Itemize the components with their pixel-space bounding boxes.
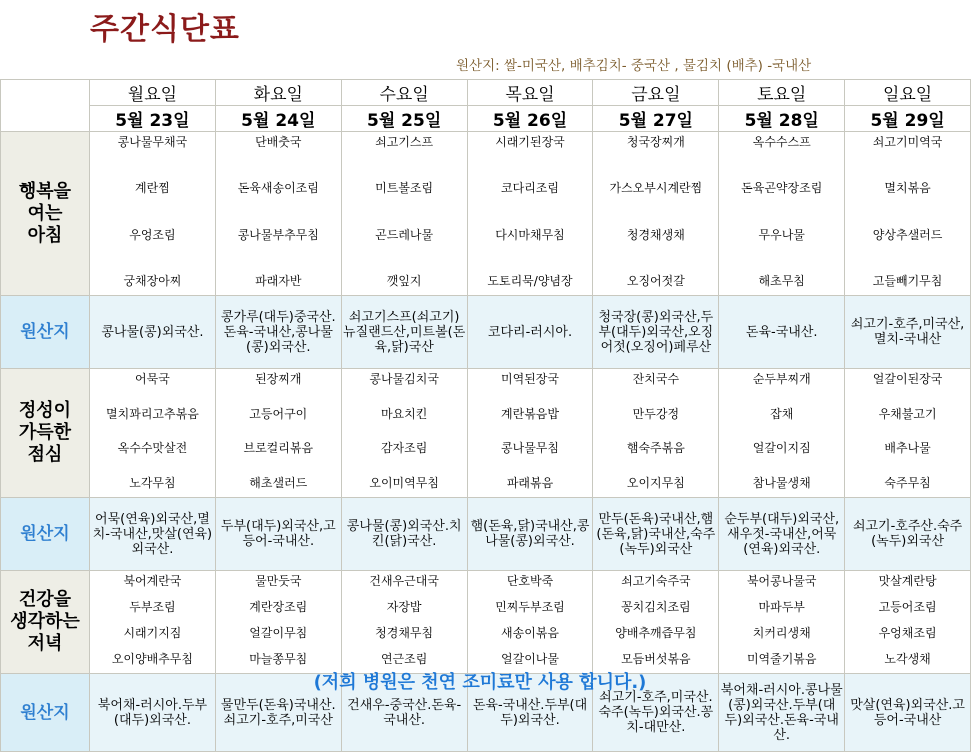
menu-item: 단호박죽 bbox=[506, 574, 554, 588]
menu-item: 청국장찌개 bbox=[626, 135, 685, 149]
menu-item: 쇠고기숙주국 bbox=[621, 574, 691, 588]
lunch-origin-cell bbox=[215, 498, 341, 571]
origin-text: 돈육-국내산.두부(대두)외국산. bbox=[472, 697, 588, 728]
dinner-menu-cell bbox=[845, 571, 971, 674]
lunch-origin-cell bbox=[593, 498, 719, 571]
weekly-menu-table bbox=[0, 79, 971, 752]
menu-item: 노각무침 bbox=[129, 475, 176, 490]
day-of-week-header: 금요일 bbox=[593, 80, 719, 106]
date-header: 5월 24일 bbox=[215, 106, 341, 132]
breakfast-menu-cell bbox=[719, 132, 845, 296]
lunch-menu-cell bbox=[719, 369, 845, 498]
origin-text: 맛살(연육)외국산.고등어-국내산 bbox=[850, 697, 965, 728]
menu-item: 오징어젓갈 bbox=[626, 273, 685, 288]
origin-text: 코다리-러시아. bbox=[487, 324, 573, 340]
menu-item: 북어콩나물국 bbox=[746, 574, 817, 588]
date-header: 5월 26일 bbox=[467, 106, 593, 132]
menu-item: 얼갈이지짐 bbox=[752, 441, 811, 456]
menu-item: 콩나물부추무침 bbox=[237, 227, 319, 242]
lunch-origin-cell bbox=[341, 498, 467, 571]
menu-item: 어묵국 bbox=[135, 372, 170, 386]
lunch-origin-cell bbox=[845, 498, 971, 571]
day-of-week-header: 목요일 bbox=[467, 80, 593, 106]
menu-item: 고등어구이 bbox=[249, 406, 308, 421]
menu-item: 양배추깨즙무침 bbox=[615, 626, 697, 640]
menu-item: 미트볼조림 bbox=[375, 181, 434, 196]
origin-text: 쇠고기-호주,미국산,멸치-국내산 bbox=[850, 317, 965, 347]
menu-item: 쇠고기미역국 bbox=[872, 135, 943, 149]
dinner-menu-cell bbox=[593, 571, 719, 674]
menu-item: 얼갈이된장국 bbox=[872, 372, 943, 386]
menu-item: 연근조림 bbox=[380, 652, 428, 666]
date-header: 5월 25일 bbox=[341, 106, 467, 132]
dinner-origin-label: 원산지 bbox=[1, 674, 90, 752]
menu-item: 배추나물 bbox=[884, 441, 931, 456]
day-of-week-header: 토요일 bbox=[719, 80, 845, 106]
menu-item: 계란장조림 bbox=[249, 600, 308, 614]
origin-text: 만두(돈육)국내산,햄(돈육,닭)국내산,숙주(녹두)외국산 bbox=[596, 511, 716, 557]
menu-item: 민찌두부조림 bbox=[495, 600, 565, 614]
menu-item: 청경채무침 bbox=[375, 626, 434, 640]
natural-seasoning-note: (저희 병원은 천연 조미료만 사용 합니다.) bbox=[313, 672, 647, 693]
origin-text: 청국장(콩)외국산,두부(대두)외국산,오징어젓(오징어)페루산 bbox=[598, 309, 714, 355]
origin-text: 북어채-러시아.콩나물(콩)외국산.두부(대두)외국산.돈육-국내산. bbox=[720, 682, 843, 743]
menu-item: 꽁치김치조림 bbox=[621, 600, 691, 614]
origin-text: 돈육-국내산. bbox=[745, 324, 818, 340]
menu-item: 두부조림 bbox=[129, 600, 176, 614]
menu-item: 콩나물무채국 bbox=[117, 135, 188, 149]
menu-item: 우채불고기 bbox=[878, 406, 937, 421]
breakfast-label: 행복을 여는 아침 bbox=[1, 132, 90, 296]
menu-item: 청경채생채 bbox=[626, 227, 685, 242]
menu-item: 새송이볶음 bbox=[501, 626, 559, 640]
menu-item: 단배춧국 bbox=[255, 135, 302, 149]
menu-item: 우엉조림 bbox=[129, 227, 176, 242]
menu-item: 콩나물김치국 bbox=[369, 372, 439, 386]
dinner-menu-cell bbox=[215, 571, 341, 674]
menu-item: 돈육새송이조림 bbox=[237, 181, 319, 196]
origin-text: 북어채-러시아.두부(대두)외국산. bbox=[97, 697, 208, 728]
origin-text: 콩나물(콩)외국산. bbox=[101, 324, 204, 340]
origin-text: 콩나물(콩)외국산.치킨(닭)국산. bbox=[346, 519, 462, 549]
menu-item: 미역된장국 bbox=[501, 372, 559, 386]
breakfast-menu-cell bbox=[215, 132, 341, 296]
origin-text: 쇠고기-호주산.숙주(녹두)외국산 bbox=[852, 519, 963, 549]
menu-item: 건새우근대국 bbox=[369, 574, 439, 588]
menu-item: 참나물생채 bbox=[752, 475, 811, 490]
lunch-menu-cell bbox=[467, 369, 593, 498]
menu-item: 오이지무침 bbox=[626, 475, 685, 490]
origin-text: 어묵(연육)외국산,멸치-국내산,맛살(연육)외국산. bbox=[92, 511, 213, 557]
breakfast-origin-cell bbox=[593, 296, 719, 369]
lunch-menu-cell bbox=[341, 369, 467, 498]
origin-text: 햄(돈육,닭)국내산,콩나물(콩)외국산. bbox=[470, 519, 590, 549]
menu-item: 멸치꽈리고추볶음 bbox=[106, 406, 199, 421]
menu-item: 오이양배추무침 bbox=[111, 652, 193, 666]
menu-item: 궁채장아찌 bbox=[123, 273, 182, 288]
menu-item: 마요치킨 bbox=[380, 406, 428, 421]
menu-item: 가스오부시계란찜 bbox=[609, 181, 703, 196]
breakfast-origin-cell bbox=[467, 296, 593, 369]
menu-item: 모듬버섯볶음 bbox=[621, 652, 691, 666]
origin-text: 콩가루(대두)중국산.돈육-국내산,콩나물(콩)외국산. bbox=[220, 309, 336, 355]
menu-item: 얼갈이무침 bbox=[249, 626, 308, 640]
menu-item: 미역줄기볶음 bbox=[746, 652, 817, 666]
menu-item: 우엉채조림 bbox=[878, 626, 937, 640]
menu-item: 곤드레나물 bbox=[375, 227, 434, 242]
menu-item: 물만둣국 bbox=[255, 574, 302, 588]
day-of-week-header: 화요일 bbox=[215, 80, 341, 106]
menu-item: 다시마채무침 bbox=[495, 227, 565, 242]
menu-item: 양상추샐러드 bbox=[872, 227, 943, 242]
breakfast-origin-cell bbox=[90, 296, 216, 369]
lunch-origin-label: 원산지 bbox=[1, 498, 90, 571]
day-of-week-header: 월요일 bbox=[90, 80, 216, 106]
lunch-menu-cell bbox=[215, 369, 341, 498]
rice-kimchi-origin-note: 원산지: 쌀-미국산, 배추김치- 중국산 , 물김치 (배추) -국내산 bbox=[456, 58, 812, 74]
menu-item: 잔치국수 bbox=[632, 372, 680, 386]
menu-item: 잡채 bbox=[770, 406, 794, 421]
menu-item: 콩나물무침 bbox=[501, 441, 559, 456]
origin-text: 건새우-중국산.돈육-국내산. bbox=[347, 697, 462, 728]
origin-text: 물만두(돈육)국내산.쇠고기-호주,미국산 bbox=[220, 697, 336, 728]
day-of-week-header: 일요일 bbox=[845, 80, 971, 106]
origin-text: 두부(대두)외국산,고등어-국내산. bbox=[220, 519, 336, 549]
lunch-origin-cell bbox=[90, 498, 216, 571]
menu-item: 숙주무침 bbox=[884, 475, 931, 490]
breakfast-origin-cell bbox=[341, 296, 467, 369]
menu-item: 옥수수맛살전 bbox=[117, 441, 188, 456]
menu-item: 계란찜 bbox=[135, 181, 170, 196]
origin-text: 쇠고기-호주,미국산.숙주(녹두)외국산.꽁치-대만산. bbox=[598, 690, 714, 735]
origin-text: 순두부(대두)외국산,새우젓-국내산,어묵(연육)외국산. bbox=[724, 511, 840, 557]
dinner-menu-cell bbox=[719, 571, 845, 674]
lunch-origin-cell bbox=[719, 498, 845, 571]
menu-item: 마늘쫑무침 bbox=[249, 652, 308, 666]
breakfast-menu-cell bbox=[593, 132, 719, 296]
breakfast-origin-cell bbox=[719, 296, 845, 369]
menu-item: 순두부찌개 bbox=[752, 372, 811, 386]
breakfast-menu-cell bbox=[845, 132, 971, 296]
menu-item: 고들빼기무침 bbox=[872, 273, 943, 288]
breakfast-menu-cell bbox=[467, 132, 593, 296]
menu-item: 된장찌개 bbox=[255, 372, 302, 386]
menu-item: 돈육곤약장조림 bbox=[741, 181, 823, 196]
menu-item: 치커리생채 bbox=[752, 626, 811, 640]
menu-item: 얼갈이나물 bbox=[501, 652, 559, 666]
lunch-menu-cell bbox=[90, 369, 216, 498]
origin-text: 쇠고기스프(쇠고기)뉴질랜드산,미트볼(돈육,닭)국산 bbox=[343, 309, 466, 355]
menu-item: 자장밥 bbox=[386, 600, 422, 614]
menu-item: 브로컬리볶음 bbox=[243, 441, 314, 456]
lunch-menu-cell bbox=[593, 369, 719, 498]
menu-item: 깻잎지 bbox=[386, 273, 422, 288]
menu-item: 파래자반 bbox=[255, 273, 302, 288]
menu-item: 도토리묵/양념장 bbox=[487, 273, 573, 288]
menu-item: 마파두부 bbox=[758, 600, 805, 614]
menu-item: 햄숙주볶음 bbox=[626, 441, 685, 456]
menu-item: 해초무침 bbox=[758, 273, 805, 288]
dinner-menu-cell bbox=[90, 571, 216, 674]
dinner-menu-cell bbox=[341, 571, 467, 674]
menu-item: 무우나물 bbox=[758, 227, 805, 242]
dinner-menu-cell bbox=[467, 571, 593, 674]
breakfast-menu-cell bbox=[341, 132, 467, 296]
date-header: 5월 29일 bbox=[845, 106, 971, 132]
page-title: 주간식단표 bbox=[90, 12, 240, 47]
menu-item: 시래기된장국 bbox=[495, 135, 565, 149]
menu-item: 파래볶음 bbox=[506, 475, 554, 490]
menu-item: 시래기지짐 bbox=[123, 626, 182, 640]
menu-item: 감자조림 bbox=[380, 441, 428, 456]
breakfast-menu-cell bbox=[90, 132, 216, 296]
dinner-label: 건강을 생각하는 저녁 bbox=[1, 571, 90, 674]
menu-item: 옥수수스프 bbox=[752, 135, 811, 149]
breakfast-origin-cell bbox=[845, 296, 971, 369]
date-header: 5월 23일 bbox=[90, 106, 216, 132]
menu-item: 계란볶음밥 bbox=[501, 406, 559, 421]
menu-item: 고등어조림 bbox=[878, 600, 937, 614]
menu-item: 해초샐러드 bbox=[249, 475, 308, 490]
date-header: 5월 27일 bbox=[593, 106, 719, 132]
menu-item: 만두강정 bbox=[632, 406, 680, 421]
date-header: 5월 28일 bbox=[719, 106, 845, 132]
menu-item: 쇠고기스프 bbox=[375, 135, 434, 149]
menu-item: 맛살계란탕 bbox=[878, 574, 937, 588]
lunch-menu-cell bbox=[845, 369, 971, 498]
breakfast-origin-label: 원산지 bbox=[1, 296, 90, 369]
menu-item: 멸치볶음 bbox=[884, 181, 931, 196]
menu-item: 노각생채 bbox=[884, 652, 931, 666]
menu-item: 북어계란국 bbox=[123, 574, 182, 588]
lunch-origin-cell bbox=[467, 498, 593, 571]
day-of-week-header: 수요일 bbox=[341, 80, 467, 106]
lunch-label: 정성이 가득한 점심 bbox=[1, 369, 90, 498]
menu-item: 오이미역무침 bbox=[369, 475, 439, 490]
menu-item: 코다리조림 bbox=[501, 181, 559, 196]
breakfast-origin-cell bbox=[215, 296, 341, 369]
corner-cell bbox=[1, 80, 90, 132]
